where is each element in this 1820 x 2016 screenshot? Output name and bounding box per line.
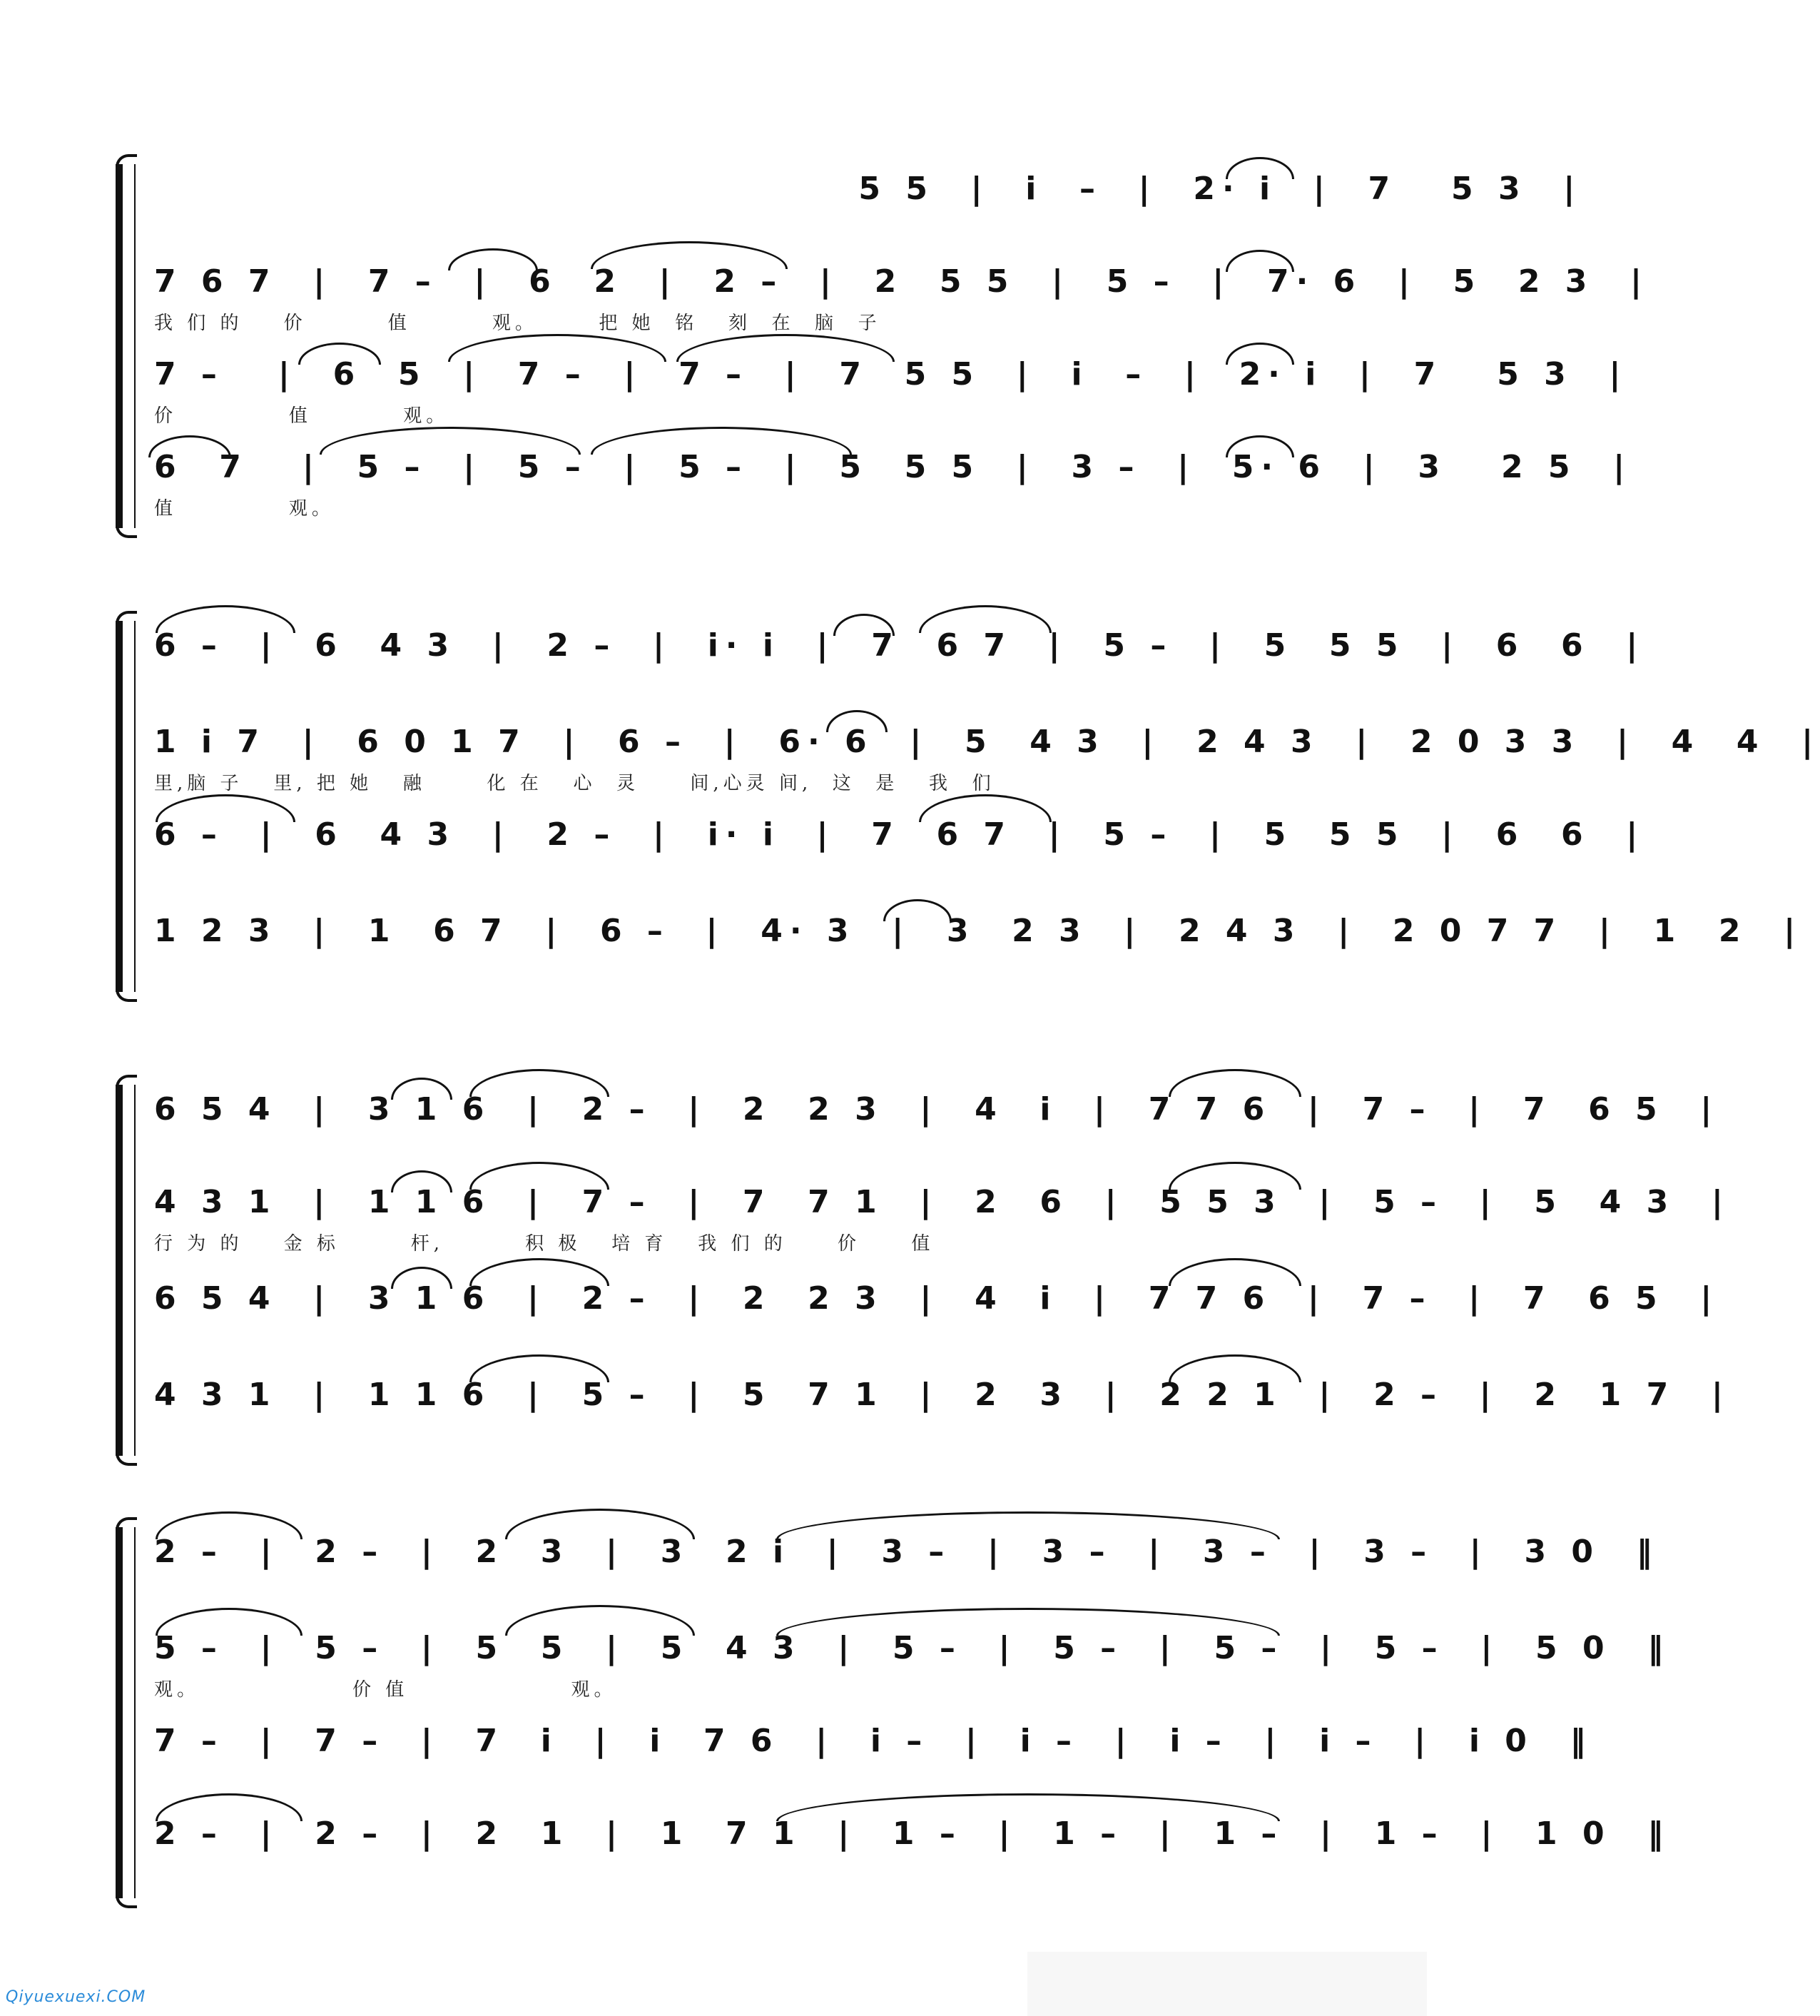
slur: [919, 605, 1052, 633]
lyrics: 行 为 的 金 标 杆, 积 极 培 育 我 们 的 价 值: [154, 1233, 935, 1255]
lyrics: 观。 价 值 观。: [154, 1679, 617, 1701]
slur: [469, 1069, 609, 1097]
staff-alto: [134, 1624, 1671, 1716]
staff-tenor: [134, 1274, 1719, 1367]
staff-soprano: [134, 1527, 1659, 1620]
notes: 2 – | 2 – | 2 1 | 1 7 1 | 1 – | 1 – | 1 – | 1 – | 1 0 ‖: [154, 1815, 1671, 1852]
slur: [156, 1511, 303, 1539]
slur: [505, 1509, 695, 1539]
system-2: [134, 621, 1820, 992]
slur: [1169, 1069, 1301, 1097]
notes: 2 – | 2 – | 2 3 | 3 2 i | 3 – | 3 – | 3 – | 3 – | 3 0 ‖: [154, 1534, 1659, 1570]
notes: 4 3 1 | 1 1 6 | 5 – | 5 7 1 | 2 3 | 2 2 1 | 2 – | 2 1 7 |: [154, 1377, 1730, 1413]
staff-bass: [134, 1809, 1671, 1902]
staff-alto: [134, 717, 1820, 810]
notes: 1 i 7 | 6 0 1 7 | 6 – | 6· 6 | 5 4 3 | 2 4 3 | 2 0 3 3 | 4 4 |: [154, 724, 1820, 760]
staff-bass: [134, 442, 1632, 535]
lyrics: 值 观。: [154, 498, 335, 520]
notes: 6 – | 6 4 3 | 2 – | i· i | 7 6 7 | 5 – | 5 5 5 | 6 6 |: [154, 816, 1645, 853]
system-bracket: [116, 1527, 133, 1898]
staff-alto: [134, 257, 1649, 350]
system-4: [134, 1527, 1671, 1898]
slur: [776, 1511, 1280, 1539]
footer-shade: [1027, 1952, 1427, 2016]
notes: 6 5 4 | 3 1 6 | 2 – | 2 2 3 | 4 i | 7 7 6 | 7 – | 7 6 5 |: [154, 1091, 1719, 1128]
notes: 6 – | 6 4 3 | 2 – | i· i | 7 6 7 | 5 – | 5 5 5 | 6 6 |: [154, 627, 1645, 664]
staff-bass: [134, 906, 1803, 999]
staff-soprano: [134, 1085, 1719, 1177]
slur: [391, 1078, 452, 1100]
staff-tenor: [134, 1716, 1593, 1809]
site-watermark: Qiyuexuexi.COM: [6, 1988, 146, 2006]
notes: 6 7 | 5 – | 5 – | 5 – | 5 5 5 | 3 – | 5· 6 | 3 2 5 |: [154, 449, 1632, 485]
slur: [833, 614, 895, 636]
notes: 7 – | 7 – | 7 i | i 7 6 | i – | i – | i – | i – | i 0 ‖: [154, 1723, 1593, 1759]
notes: 7 6 7 | 7 – | 6 2 | 2 – | 2 5 5 | 5 – | 7· 6 | 5 2 3 |: [154, 263, 1649, 300]
system-bracket: [116, 164, 133, 528]
slur: [156, 605, 295, 633]
notes: 1 2 3 | 1 6 7 | 6 – | 4· 3 | 3 2 3 | 2 4 3 | 2 0 7 7 | 1 2 |: [154, 913, 1803, 949]
system-bracket: [116, 1085, 133, 1456]
system-1: [134, 164, 1649, 535]
lyrics: 我 们 的 价 值 观。 把 她 铭 刻 在 脑 子: [154, 313, 881, 334]
staff-alto: [134, 1177, 1730, 1270]
lyrics: 价 值 观。: [154, 405, 449, 427]
notes: 5 – | 5 – | 5 5 | 5 4 3 | 5 – | 5 – | 5 – | 5 – | 5 0 ‖: [154, 1630, 1671, 1666]
staff-tenor: [134, 810, 1645, 903]
notes: 5 5 | i – | 2· i | 7 5 3 |: [154, 171, 1582, 207]
system-bracket: [116, 621, 133, 992]
system-3: [134, 1085, 1730, 1456]
notes: 7 – | 6 5 | 7 – | 7 – | 7 5 5 | i – | 2· i | 7 5 3 |: [154, 356, 1628, 392]
lyrics: 里,脑 子 里, 把 她 融 化 在 心 灵 间,心灵 间, 这 是 我 们: [154, 773, 995, 794]
slur: [1226, 157, 1294, 179]
staff-soprano: [134, 621, 1645, 714]
notes: 4 3 1 | 1 1 6 | 7 – | 7 7 1 | 2 6 | 5 5 3 | 5 – | 5 4 3 |: [154, 1184, 1730, 1220]
notes: 6 5 4 | 3 1 6 | 2 – | 2 2 3 | 4 i | 7 7 6 | 7 – | 7 6 5 |: [154, 1280, 1719, 1317]
staff-bass: [134, 1370, 1730, 1463]
